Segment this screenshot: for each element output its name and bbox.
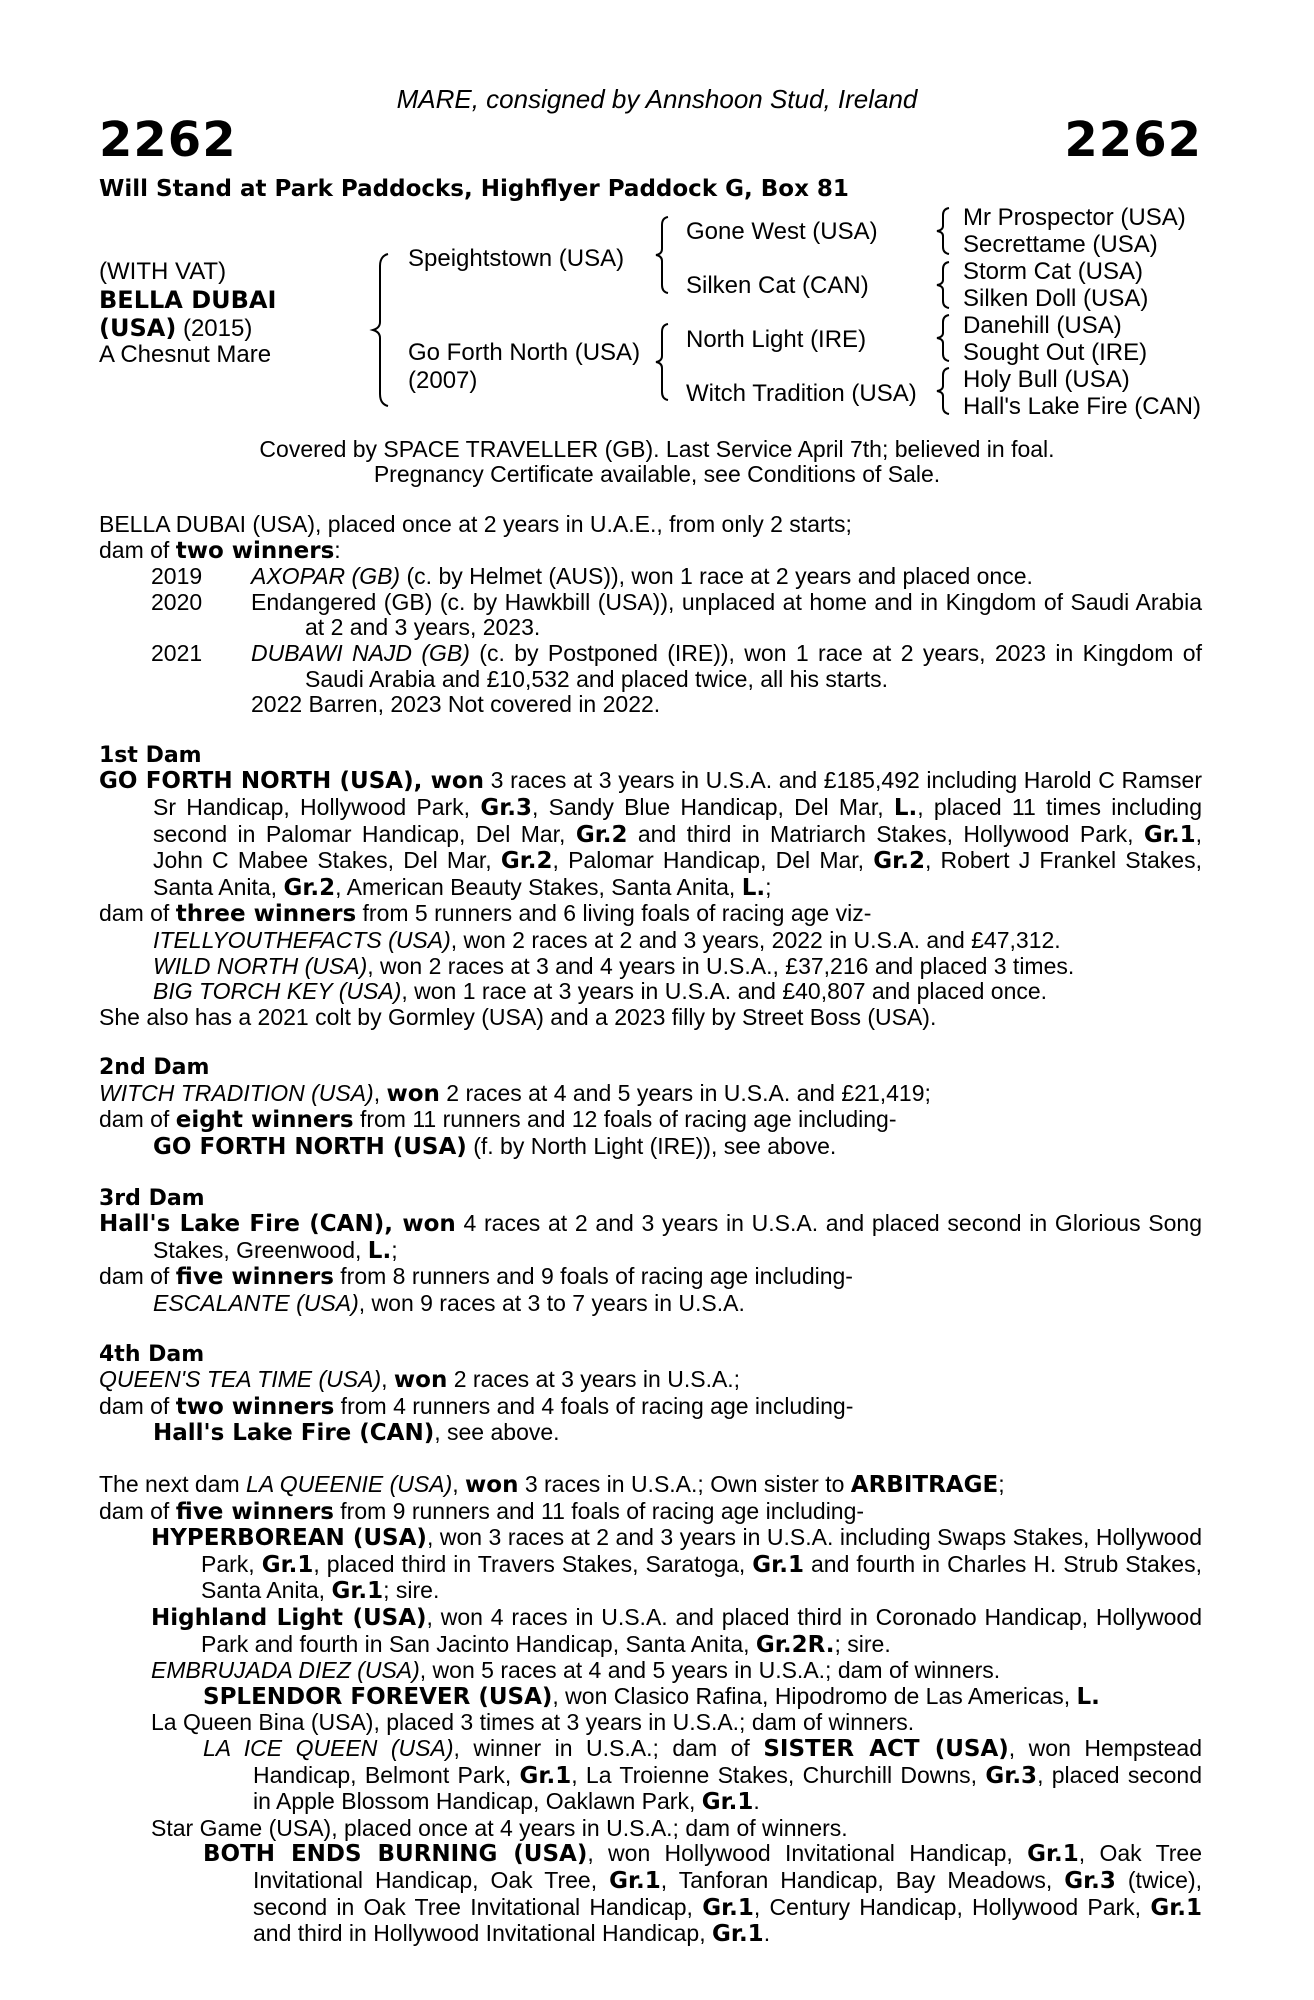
covered-line: Covered by SPACE TRAVELLER (GB). Last Service April 7th; believed in foal. <box>259 436 1055 462</box>
pedigree-dam-dam: Witch Tradition (USA) <box>686 380 917 407</box>
fourth-dam-foal: Hall's Lake Fire (CAN), see above. <box>153 1419 560 1447</box>
pedigree-dam-sire: North Light (IRE) <box>686 326 867 353</box>
pedigree-brace-g2 <box>936 260 952 310</box>
horse-name: BELLA DUBAI <box>99 286 277 314</box>
fourth-dam-dam-of: dam of two winners from 4 runners and 4 foals of racing age including- <box>99 1392 854 1420</box>
second-dam-foal: GO FORTH NORTH (USA) (f. by North Light (IRE)), see above. <box>153 1133 837 1161</box>
catalogue-body <box>99 512 1202 1948</box>
pedigree-dam-year: (2007) <box>408 367 478 394</box>
next-dam-produce <box>99 1525 1202 1948</box>
first-dam-foal: WILD NORTH (USA), won 2 races at 3 and 4 years in U.S.A., £37,216 and placed 3 times. <box>153 952 1075 979</box>
second-dam-heading: 2nd Dam <box>99 1055 210 1081</box>
horse-description: A Chesnut Mare <box>99 341 272 368</box>
first-dam-dam-of: dam of three winners from 5 runners and 6 living foals of racing age viz- <box>99 900 872 928</box>
first-dam-heading: 1st Dam <box>99 742 202 768</box>
pedigree-sire: Speightstown (USA) <box>408 245 625 272</box>
pedigree-gg-2: Secrettame (USA) <box>963 231 1158 258</box>
la-ice-queen-record: LA ICE QUEEN (USA), winner in U.S.A.; dam of SISTER ACT (USA), won Hempstead Handicap, Belmont Park, Gr.1, La Troienne Stakes, Churchill Downs, Gr.3, placed second in Apple Blossom Handicap, Oaklawn Park, Gr.1. <box>203 1734 1202 1816</box>
produce-dam-of: dam of two winners: <box>99 536 341 564</box>
first-dam-foal: ITELLYOUTHEFACTS (USA), won 2 races at 2 and 3 years, 2022 in U.S.A. and £47,312. <box>153 926 1061 953</box>
embrujada-record: EMBRUJADA DIEZ (USA), won 5 races at 4 and 5 years in U.S.A.; dam of winners. <box>151 1657 1001 1684</box>
second-dam-record: WITCH TRADITION (USA), won 2 races at 4 and 5 years in U.S.A. and £21,419; <box>99 1079 931 1107</box>
produce-item: 2021 DUBAWI NAJD (GB) (c. by Postponed (IRE)), won 1 race at 2 years, 2023 in Kingdom of Saudi Arabia and £10,532 and placed twice, all his starts. <box>151 639 1202 692</box>
pedigree-brace-g1 <box>936 206 952 256</box>
second-dam-dam-of: dam of eight winners from 11 runners and 12 foals of racing age including- <box>99 1106 897 1134</box>
splendor-record: SPLENDOR FOREVER (USA), won Clasico Rafina, Hipodromo de Las Americas, L. <box>203 1682 1100 1710</box>
next-dam-record: The next dam LA QUEENIE (USA), won 3 races in U.S.A.; Own sister to ARBITRAGE; <box>99 1471 1005 1498</box>
lot-number-left: 2262 <box>99 112 237 168</box>
first-dam-foal: BIG TORCH KEY (USA), won 1 race at 3 years in U.S.A. and £40,807 and placed once. <box>153 978 1048 1005</box>
hyperborean-record: HYPERBOREAN (USA), won 3 races at 2 and 3 years in U.S.A. including Swaps Stakes, Hollywood Park, Gr.1, placed third in Travers Stakes, Saratoga, Gr.1 and fourth in Charles H. Strub Stakes, Santa Anita, Gr.1; sire. <box>151 1524 1202 1605</box>
pedigree-brace-main <box>372 252 392 408</box>
lot-number-right: 2262 <box>1064 112 1202 168</box>
pedigree-gg-4: Silken Doll (USA) <box>963 285 1149 312</box>
pedigree-dam: Go Forth North (USA) <box>408 339 641 366</box>
horse-country-year <box>99 314 252 343</box>
produce-item: 2020 Endangered (GB) (c. by Hawkbill (USA)), unplaced at home and in Kingdom of Saudi Arabia at 2 and 3 years, 2023. <box>151 588 1202 641</box>
fourth-dam-record: QUEEN'S TEA TIME (USA), won 2 races at 3 years in U.S.A.; <box>99 1366 741 1394</box>
horse-year: (2015) <box>182 315 253 342</box>
pedigree-gg-1: Mr Prospector (USA) <box>963 204 1186 231</box>
star-game-record: Star Game (USA), placed once at 4 years in U.S.A.; dam of winners. <box>151 1814 848 1841</box>
pedigree-gg-3: Storm Cat (USA) <box>963 258 1144 285</box>
next-dam-dam-of: dam of five winners from 9 runners and 11 foals of racing age including- <box>99 1497 865 1525</box>
pedigree-brace-dam <box>655 322 671 402</box>
pregnancy-line: Pregnancy Certificate available, see Conditions of Sale. <box>373 461 941 487</box>
fourth-dam-heading: 4th Dam <box>99 1341 205 1367</box>
vat-note: (WITH VAT) <box>99 258 227 285</box>
consignor-line: MARE, consigned by Annshoon Stud, Ireland <box>396 84 918 114</box>
produce-item: 2019 AXOPAR (GB) (c. by Helmet (AUS)), won 1 race at 2 years and placed once. <box>151 563 1033 590</box>
stabling-location: Will Stand at Park Paddocks, Highflyer Paddock G, Box 81 <box>99 176 849 202</box>
la-queen-bina-record: La Queen Bina (USA), placed 3 times at 3 years in U.S.A.; dam of winners. <box>151 1709 915 1736</box>
first-dam-also: She also has a 2021 colt by Gormley (USA) and a 2023 filly by Street Boss (USA). <box>99 1003 937 1030</box>
produce-barren: 2022 Barren, 2023 Not covered in 2022. <box>251 691 661 718</box>
pedigree-sire-sire: Gone West (USA) <box>686 218 878 245</box>
first-dam-record: GO FORTH NORTH (USA), won 3 races at 3 years in U.S.A. and £185,492 including Harold C Ramser Sr Handicap, Hollywood Park, Gr.3, Sandy Blue Handicap, Del Mar, L., placed 11 times including second in Palomar Handicap, Del Mar, Gr.2 and third in Matriarch Stakes, Hollywood Park, Gr.1, John C Mabee Stakes, Del Mar, Gr.2, Palomar Handicap, Del Mar, Gr.2, Robert J Frankel Stakes, Santa Anita, Gr.2, American Beauty Stakes, Santa Anita, L.; <box>99 767 1203 901</box>
pedigree-gg-5: Danehill (USA) <box>963 312 1122 339</box>
pedigree-gg-6: Sought Out (IRE) <box>963 339 1148 366</box>
third-dam-heading: 3rd Dam <box>99 1185 205 1211</box>
horse-country: (USA) <box>99 314 177 342</box>
pedigree-brace-g4 <box>936 366 952 416</box>
highland-light-record: Highland Light (USA), won 4 races in U.S.A. and placed third in Coronado Handicap, Hollywood Park and fourth in San Jacinto Handicap, Santa Anita, Gr.2R.; sire. <box>151 1603 1202 1658</box>
both-ends-burning-record: BOTH ENDS BURNING (USA), won Hollywood Invitational Handicap, Gr.1, Oak Tree Invitational Handicap, Oak Tree, Gr.1, Tanforan Handicap, Bay Meadows, Gr.3 (twice), second in Oak Tree Invitational Handicap, Gr.1, Century Handicap, Hollywood Park, Gr.1 and third in Hollywood Invitational Handicap, Gr.1. <box>203 1840 1203 1948</box>
pedigree-brace-g3 <box>936 313 952 363</box>
pedigree-gg-7: Holy Bull (USA) <box>963 366 1130 393</box>
pedigree-brace-sire <box>655 215 671 295</box>
pedigree-gg-8: Hall's Lake Fire (CAN) <box>963 393 1201 420</box>
third-dam-record: Hall's Lake Fire (CAN), won 4 races at 2 and 3 years in U.S.A. and placed second in Glorious Song Stakes, Greenwood, L.; <box>99 1210 1203 1264</box>
third-dam-foal: ESCALANTE (USA), won 9 races at 3 to 7 years in U.S.A. <box>153 1290 745 1317</box>
produce-intro: BELLA DUBAI (USA), placed once at 2 years in U.A.E., from only 2 starts; <box>99 511 852 537</box>
pedigree-sire-dam: Silken Cat (CAN) <box>686 272 869 299</box>
third-dam-dam-of: dam of five winners from 8 runners and 9 foals of racing age including- <box>99 1263 853 1291</box>
